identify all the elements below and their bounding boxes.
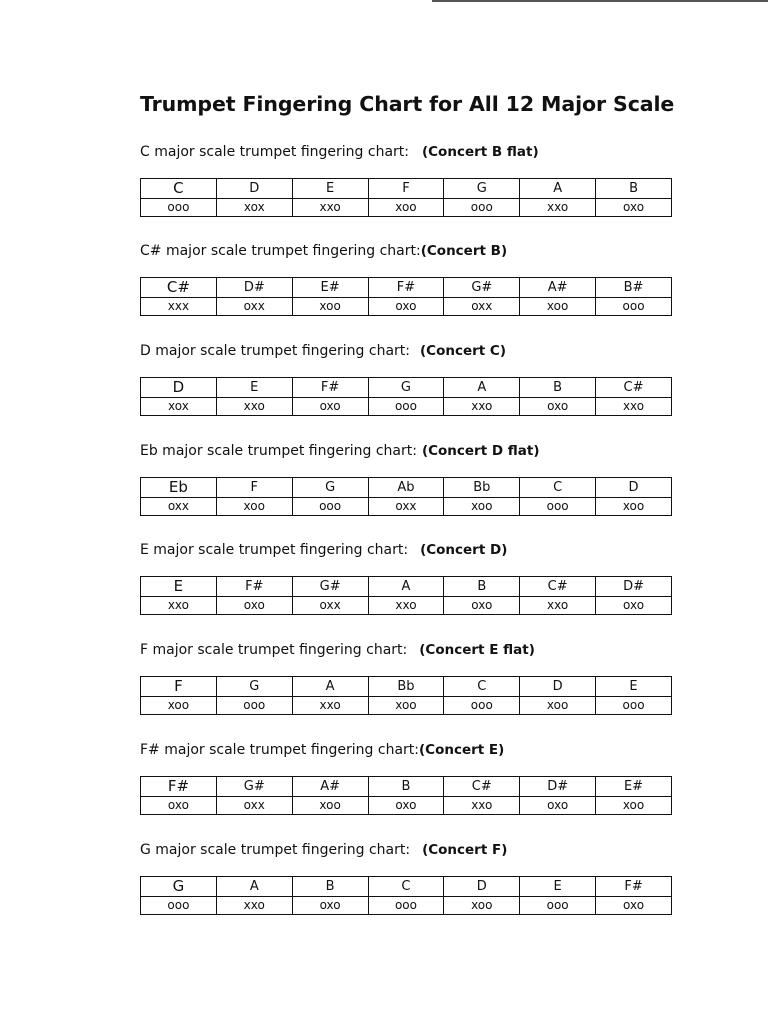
- scale-caption-text: C major scale trumpet fingering chart:: [140, 144, 409, 160]
- note-cell: F: [368, 179, 444, 199]
- fingering-table: [140, 876, 672, 915]
- scale-caption: [140, 240, 672, 262]
- fingering-cell: xoo: [520, 697, 596, 715]
- scale-caption: [140, 340, 672, 362]
- note-cell: B: [292, 877, 368, 897]
- fingering-cell: ooo: [216, 697, 292, 715]
- note-cell: C: [520, 478, 596, 498]
- fingering-cell: oxo: [368, 797, 444, 815]
- note-cell: G#: [444, 278, 520, 298]
- fingering-cell: xxx: [141, 298, 217, 316]
- note-cell: F#: [368, 278, 444, 298]
- fingering-row: [141, 697, 672, 715]
- note-cell: D#: [596, 577, 672, 597]
- note-cell: G#: [292, 577, 368, 597]
- fingering-cell: xox: [216, 199, 292, 217]
- note-cell: F#: [596, 877, 672, 897]
- fingering-table: [140, 178, 672, 217]
- scale-caption-text: E major scale trumpet fingering chart:: [140, 542, 409, 558]
- note-cell: F#: [216, 577, 292, 597]
- fingering-cell: oxo: [520, 398, 596, 416]
- fingering-cell: xoo: [596, 797, 672, 815]
- scale-caption: [140, 141, 672, 163]
- fingering-cell: ooo: [596, 697, 672, 715]
- fingering-cell: oxx: [444, 298, 520, 316]
- note-cell: D: [216, 179, 292, 199]
- scale-section: [140, 839, 672, 915]
- note-cell: A: [444, 378, 520, 398]
- fingering-cell: oxo: [596, 897, 672, 915]
- fingering-cell: xoo: [520, 298, 596, 316]
- scale-caption: [140, 440, 672, 462]
- fingering-cell: xoo: [368, 697, 444, 715]
- note-cell: Eb: [141, 478, 217, 498]
- note-cell: E: [141, 577, 217, 597]
- note-cell: Ab: [368, 478, 444, 498]
- fingering-row: [141, 897, 672, 915]
- document-title: Trumpet Fingering Chart for All 12 Major Scale: [140, 92, 675, 116]
- fingering-cell: xxo: [520, 597, 596, 615]
- note-cell: A: [216, 877, 292, 897]
- note-cell: A: [368, 577, 444, 597]
- scale-section: [140, 240, 672, 316]
- note-row: [141, 777, 672, 797]
- scale-caption-text: G major scale trumpet fingering chart:: [140, 842, 411, 858]
- note-cell: E#: [596, 777, 672, 797]
- note-cell: C#: [520, 577, 596, 597]
- concert-pitch-label: (Concert E): [419, 742, 505, 758]
- fingering-cell: xxo: [444, 398, 520, 416]
- note-cell: C#: [596, 378, 672, 398]
- scale-caption-text: C# major scale trumpet fingering chart:: [140, 243, 421, 259]
- fingering-table: [140, 576, 672, 615]
- scale-caption-text: F major scale trumpet fingering chart:: [140, 642, 408, 658]
- fingering-row: [141, 398, 672, 416]
- fingering-cell: ooo: [141, 199, 217, 217]
- fingering-cell: oxx: [368, 498, 444, 516]
- note-cell: E: [520, 877, 596, 897]
- fingering-cell: xoo: [141, 697, 217, 715]
- fingering-cell: xxo: [444, 797, 520, 815]
- fingering-row: [141, 498, 672, 516]
- fingering-cell: oxx: [216, 797, 292, 815]
- fingering-cell: oxo: [444, 597, 520, 615]
- note-row: [141, 278, 672, 298]
- fingering-cell: xxo: [368, 597, 444, 615]
- fingering-cell: xxo: [216, 897, 292, 915]
- scale-caption-text: F# major scale trumpet fingering chart:: [140, 742, 419, 758]
- fingering-table: [140, 377, 672, 416]
- concert-pitch-label: (Concert F): [422, 842, 508, 858]
- concert-pitch-label: (Concert B): [420, 243, 508, 259]
- note-cell: E: [292, 179, 368, 199]
- scale-caption: [140, 739, 672, 761]
- note-cell: B: [368, 777, 444, 797]
- note-cell: C#: [444, 777, 520, 797]
- note-cell: G: [292, 478, 368, 498]
- fingering-cell: ooo: [292, 498, 368, 516]
- scale-caption: [140, 639, 672, 661]
- note-cell: G: [368, 378, 444, 398]
- note-cell: D: [596, 478, 672, 498]
- fingering-cell: xoo: [444, 498, 520, 516]
- fingering-cell: xox: [141, 398, 217, 416]
- note-row: [141, 478, 672, 498]
- fingering-cell: oxo: [292, 897, 368, 915]
- concert-pitch-label: (Concert C): [420, 343, 507, 359]
- note-cell: A: [520, 179, 596, 199]
- concert-pitch-label: (Concert D flat): [421, 443, 540, 459]
- fingering-cell: xoo: [292, 797, 368, 815]
- fingering-cell: ooo: [520, 498, 596, 516]
- scale-caption-text: D major scale trumpet fingering chart:: [140, 343, 410, 359]
- fingering-cell: xxo: [520, 199, 596, 217]
- fingering-table: [140, 676, 672, 715]
- note-cell: D: [141, 378, 217, 398]
- note-cell: D: [444, 877, 520, 897]
- fingering-cell: ooo: [596, 298, 672, 316]
- fingering-cell: ooo: [368, 398, 444, 416]
- top-rule: [432, 0, 768, 2]
- note-cell: F#: [141, 777, 217, 797]
- fingering-cell: ooo: [520, 897, 596, 915]
- note-row: [141, 179, 672, 199]
- fingering-cell: xxo: [141, 597, 217, 615]
- scale-section: [140, 340, 672, 416]
- fingering-cell: oxo: [216, 597, 292, 615]
- note-cell: C: [368, 877, 444, 897]
- fingering-cell: oxx: [216, 298, 292, 316]
- fingering-row: [141, 199, 672, 217]
- fingering-row: [141, 298, 672, 316]
- fingering-row: [141, 797, 672, 815]
- note-cell: B: [596, 179, 672, 199]
- fingering-table: [140, 477, 672, 516]
- fingering-cell: xxo: [596, 398, 672, 416]
- note-cell: Bb: [368, 677, 444, 697]
- note-cell: A#: [520, 278, 596, 298]
- note-row: [141, 577, 672, 597]
- note-cell: E: [216, 378, 292, 398]
- note-cell: D#: [520, 777, 596, 797]
- fingering-table: [140, 776, 672, 815]
- note-cell: F: [216, 478, 292, 498]
- fingering-cell: ooo: [368, 897, 444, 915]
- note-cell: G#: [216, 777, 292, 797]
- fingering-cell: xoo: [596, 498, 672, 516]
- scale-caption-text: Eb major scale trumpet fingering chart:: [140, 443, 417, 459]
- note-cell: A: [292, 677, 368, 697]
- note-cell: Bb: [444, 478, 520, 498]
- scale-section: [140, 440, 672, 516]
- fingering-cell: oxo: [368, 298, 444, 316]
- fingering-cell: oxo: [520, 797, 596, 815]
- scale-section: [140, 639, 672, 715]
- fingering-cell: oxo: [596, 597, 672, 615]
- note-row: [141, 677, 672, 697]
- note-cell: F: [141, 677, 217, 697]
- fingering-cell: xoo: [444, 897, 520, 915]
- fingering-cell: oxo: [141, 797, 217, 815]
- fingering-cell: xxo: [216, 398, 292, 416]
- fingering-cell: ooo: [444, 697, 520, 715]
- scale-section: [140, 739, 672, 815]
- note-cell: G: [216, 677, 292, 697]
- note-cell: E: [596, 677, 672, 697]
- scale-section: [140, 141, 672, 217]
- fingering-row: [141, 597, 672, 615]
- fingering-cell: ooo: [444, 199, 520, 217]
- concert-pitch-label: (Concert E flat): [419, 642, 535, 658]
- note-cell: D#: [216, 278, 292, 298]
- note-row: [141, 877, 672, 897]
- note-cell: B#: [596, 278, 672, 298]
- note-cell: C#: [141, 278, 217, 298]
- fingering-cell: xoo: [368, 199, 444, 217]
- fingering-cell: oxo: [292, 398, 368, 416]
- note-cell: B: [444, 577, 520, 597]
- note-row: [141, 378, 672, 398]
- note-cell: C: [444, 677, 520, 697]
- fingering-cell: oxo: [596, 199, 672, 217]
- note-cell: D: [520, 677, 596, 697]
- concert-pitch-label: (Concert D): [420, 542, 508, 558]
- fingering-cell: oxx: [292, 597, 368, 615]
- scale-caption: [140, 839, 672, 861]
- note-cell: G: [444, 179, 520, 199]
- scale-section: [140, 539, 672, 615]
- fingering-cell: ooo: [141, 897, 217, 915]
- scale-caption: [140, 539, 672, 561]
- note-cell: B: [520, 378, 596, 398]
- note-cell: G: [141, 877, 217, 897]
- fingering-table: [140, 277, 672, 316]
- note-cell: F#: [292, 378, 368, 398]
- note-cell: C: [141, 179, 217, 199]
- fingering-cell: xoo: [292, 298, 368, 316]
- note-cell: E#: [292, 278, 368, 298]
- fingering-cell: xoo: [216, 498, 292, 516]
- note-cell: A#: [292, 777, 368, 797]
- concert-pitch-label: (Concert B flat): [421, 144, 539, 160]
- fingering-cell: xxo: [292, 697, 368, 715]
- fingering-cell: xxo: [292, 199, 368, 217]
- fingering-cell: oxx: [141, 498, 217, 516]
